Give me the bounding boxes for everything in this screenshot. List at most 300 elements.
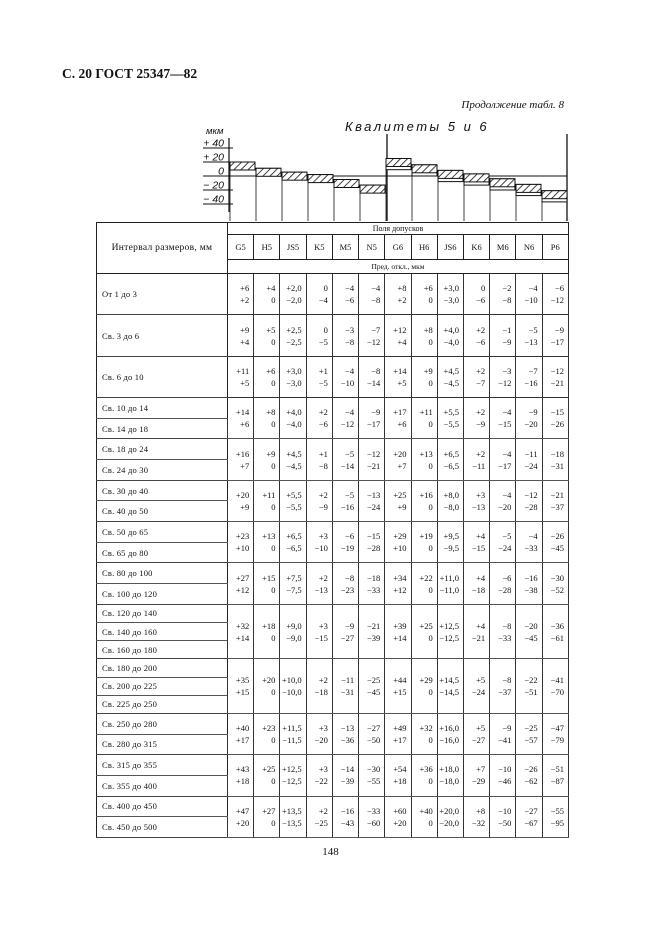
upper-deviation: +8,0: [443, 489, 459, 500]
deviation-cell: [516, 398, 542, 439]
upper-deviation: +3: [318, 531, 328, 542]
upper-deviation: −4: [528, 283, 538, 294]
deviation-cell: [516, 356, 542, 397]
lower-deviation: −9,5: [443, 543, 459, 554]
lower-deviation: −4: [318, 295, 328, 306]
lower-deviation: −18,0: [439, 776, 459, 787]
upper-deviation: +32: [235, 620, 250, 631]
deviation-cell: [359, 522, 385, 563]
lower-deviation: −24: [498, 543, 512, 554]
upper-deviation: +5: [266, 324, 276, 335]
deviation-cell: [385, 439, 411, 480]
page-header: С. 20 ГОСТ 25347—82: [62, 66, 198, 81]
size-range: Св. 225 до 250: [97, 695, 228, 713]
deviation-cell: [359, 274, 385, 315]
deviation-cell: [332, 398, 358, 439]
lower-deviation: −52: [550, 584, 564, 595]
upper-deviation: +4: [266, 283, 276, 294]
deviation-cell: [542, 398, 568, 439]
deviation-cell: [306, 755, 332, 796]
upper-deviation: −9: [528, 407, 538, 418]
upper-deviation: +18: [262, 620, 276, 631]
column-header: N5: [359, 235, 385, 260]
upper-deviation: +25: [262, 764, 276, 775]
deviation-cell: [411, 659, 437, 714]
upper-deviation: −51: [550, 764, 564, 775]
upper-deviation: +25: [419, 620, 433, 631]
deviation-cell: [332, 563, 358, 604]
deviation-cell: [437, 713, 463, 754]
upper-deviation: −5: [502, 531, 512, 542]
lower-deviation: −55: [367, 776, 381, 787]
upper-deviation: −4: [502, 489, 512, 500]
tolerance-bar-hatch: [230, 162, 255, 170]
upper-deviation: +12: [393, 324, 407, 335]
deviation-cell: [463, 563, 489, 604]
interval-header: Интервал размеров, мм: [97, 223, 228, 274]
lower-deviation: −12: [340, 419, 355, 430]
lower-deviation: 0: [428, 295, 433, 306]
upper-deviation: −16: [340, 805, 355, 816]
upper-deviation: +5,5: [443, 407, 459, 418]
upper-deviation: +2: [318, 805, 328, 816]
deviation-cell: [463, 480, 489, 521]
upper-deviation: +2,0: [286, 283, 302, 294]
upper-deviation: 0: [323, 283, 328, 294]
deviation-cell: [332, 439, 358, 480]
lower-deviation: 0: [428, 817, 433, 828]
lower-deviation: −22: [314, 776, 328, 787]
upper-deviation: +60: [393, 805, 407, 816]
tolerance-bar-hatch: [386, 159, 411, 167]
y-tick-label: + 40: [203, 137, 224, 150]
size-range: Св. 6 до 10: [97, 356, 228, 397]
deviation-cell: [228, 755, 254, 796]
lower-deviation: −8: [502, 295, 512, 306]
tolerance-bar-hatch: [282, 172, 307, 180]
lower-deviation: −7,5: [286, 584, 302, 595]
upper-deviation: +4: [476, 620, 486, 631]
deviation-cell: [490, 713, 516, 754]
column-header: M6: [490, 235, 516, 260]
lower-deviation: +14: [235, 632, 250, 643]
deviation-cell: [280, 315, 306, 356]
deviation-cell: [490, 755, 516, 796]
size-range: Св. 140 до 160: [97, 622, 228, 640]
upper-deviation: +2: [318, 675, 328, 686]
deviation-cell: [437, 563, 463, 604]
deviation-cell: [463, 356, 489, 397]
column-header: JS5: [280, 235, 306, 260]
upper-deviation: −4: [502, 448, 512, 459]
lower-deviation: −17: [498, 460, 512, 471]
lower-deviation: −16: [524, 377, 538, 388]
upper-deviation: +2: [476, 324, 486, 335]
deviation-cell: [359, 315, 385, 356]
lower-deviation: −15: [498, 419, 512, 430]
lower-deviation: −25: [314, 817, 328, 828]
upper-deviation: −30: [367, 764, 381, 775]
lower-deviation: −38: [524, 584, 538, 595]
deviation-cell: [254, 755, 280, 796]
lower-deviation: −5: [318, 377, 328, 388]
upper-deviation: −8: [345, 572, 355, 583]
deviation-cell: [254, 604, 280, 659]
deviation-cell: [437, 439, 463, 480]
deviation-cell: [437, 755, 463, 796]
lower-deviation: −11: [472, 460, 486, 471]
upper-deviation: −21: [550, 489, 564, 500]
lower-deviation: −28: [498, 584, 512, 595]
lower-deviation: 0: [428, 543, 433, 554]
lower-deviation: +14: [393, 632, 407, 643]
size-range: Св. 40 до 50: [97, 501, 228, 522]
deviation-cell: [516, 659, 542, 714]
upper-deviation: +2: [318, 489, 328, 500]
lower-deviation: +15: [235, 687, 250, 698]
lower-deviation: +10: [235, 543, 250, 554]
upper-deviation: −5: [345, 489, 355, 500]
upper-deviation: −27: [524, 805, 538, 816]
upper-deviation: +22: [419, 572, 433, 583]
deviation-cell: [385, 713, 411, 754]
upper-deviation: +16: [235, 448, 250, 459]
upper-deviation: −47: [550, 723, 564, 734]
deviation-cell: [542, 480, 568, 521]
deviation-cell: [306, 315, 332, 356]
lower-deviation: −14: [367, 377, 381, 388]
column-header: N6: [516, 235, 542, 260]
upper-deviation: −41: [550, 675, 564, 686]
deviation-cell: [411, 522, 437, 563]
y-tick-label: 0: [218, 165, 224, 178]
lower-deviation: 0: [428, 377, 433, 388]
lower-deviation: −57: [524, 735, 538, 746]
upper-deviation: +25: [393, 489, 407, 500]
lower-deviation: −24: [524, 460, 538, 471]
deviation-cell: [254, 315, 280, 356]
deviation-cell: [516, 713, 542, 754]
size-range: Св. 3 до 6: [97, 315, 228, 356]
deviation-cell: [359, 796, 385, 837]
lower-deviation: 0: [271, 295, 276, 306]
upper-deviation: −33: [367, 805, 381, 816]
deviation-cell: [385, 604, 411, 659]
lower-deviation: −87: [550, 776, 564, 787]
lower-deviation: −60: [367, 817, 381, 828]
deviation-cell: [228, 563, 254, 604]
upper-deviation: +43: [235, 764, 250, 775]
table-row: [97, 563, 569, 584]
deviation-cell: [542, 274, 568, 315]
deviation-cell: [306, 563, 332, 604]
size-range: От 1 до 3: [97, 274, 228, 315]
y-axis-label: мкм: [206, 126, 224, 137]
size-range: Св. 10 до 14: [97, 398, 228, 419]
lower-deviation: 0: [271, 377, 276, 388]
deviation-cell: [385, 522, 411, 563]
deviation-cell: [463, 315, 489, 356]
lower-deviation: −23: [340, 584, 355, 595]
deviation-cell: [542, 315, 568, 356]
deviation-cell: [306, 274, 332, 315]
deviation-cell: [332, 604, 358, 659]
size-range: Св. 24 до 30: [97, 460, 228, 481]
deviation-cell: [306, 796, 332, 837]
lower-deviation: −62: [524, 776, 538, 787]
table-row: [97, 713, 569, 734]
lower-deviation: −21: [367, 460, 381, 471]
deviation-cell: [463, 604, 489, 659]
table-row: [97, 439, 569, 460]
deviation-cell: [280, 563, 306, 604]
lower-deviation: +6: [397, 419, 407, 430]
lower-deviation: +12: [393, 584, 407, 595]
upper-deviation: +16,0: [439, 723, 459, 734]
upper-deviation: −13: [340, 723, 355, 734]
tolerance-bar-hatch: [308, 175, 333, 183]
deviation-cell: [490, 398, 516, 439]
y-tick-label: − 40: [203, 193, 224, 206]
upper-deviation: +16: [419, 489, 433, 500]
lower-deviation: −10: [314, 543, 328, 554]
lower-deviation: −39: [367, 632, 381, 643]
lower-deviation: −6: [476, 295, 486, 306]
lower-deviation: −61: [550, 632, 564, 643]
deviation-cell: [385, 398, 411, 439]
lower-deviation: 0: [428, 419, 433, 430]
deviation-cell: [385, 659, 411, 714]
deviation-cell: [411, 356, 437, 397]
lower-deviation: −13,5: [281, 817, 302, 828]
upper-deviation: −18: [367, 572, 381, 583]
upper-deviation: −3: [345, 324, 355, 335]
deviation-cell: [332, 522, 358, 563]
table-row: [97, 480, 569, 501]
deviation-cell: [385, 563, 411, 604]
column-header: H5: [254, 235, 280, 260]
size-range: Св. 200 до 225: [97, 677, 228, 695]
upper-deviation: +9: [423, 365, 433, 376]
chart-title: Квалитеты 5 и 6: [345, 119, 490, 134]
upper-deviation: +7,5: [286, 572, 302, 583]
upper-deviation: −6: [554, 283, 564, 294]
deviation-cell: [359, 659, 385, 714]
lower-deviation: −10: [340, 377, 355, 388]
tolerance-bar-hatch: [490, 179, 515, 187]
table-row: [97, 398, 569, 419]
lower-deviation: +2: [240, 295, 250, 306]
upper-deviation: −27: [367, 723, 381, 734]
lower-deviation: −13: [524, 336, 538, 347]
upper-deviation: −11: [524, 448, 538, 459]
upper-deviation: +23: [262, 723, 276, 734]
deviation-cell: [228, 315, 254, 356]
deviation-cell: [516, 315, 542, 356]
deviation-cell: [228, 604, 254, 659]
upper-deviation: 0: [323, 324, 328, 335]
deviation-cell: [463, 398, 489, 439]
deviation-cell: [490, 796, 516, 837]
upper-deviation: −4: [528, 531, 538, 542]
lower-deviation: 0: [271, 776, 276, 787]
lower-deviation: −21: [550, 377, 564, 388]
size-range: Св. 14 до 18: [97, 418, 228, 439]
lower-deviation: 0: [428, 776, 433, 787]
deviation-cell: [280, 274, 306, 315]
deviation-cell: [542, 356, 568, 397]
lower-deviation: −18: [471, 584, 486, 595]
deviation-cell: [490, 563, 516, 604]
upper-deviation: −12: [550, 365, 564, 376]
deviation-cell: [385, 274, 411, 315]
lower-deviation: −9: [318, 501, 328, 512]
deviation-cell: [280, 480, 306, 521]
deviation-cell: [411, 713, 437, 754]
upper-deviation: +5: [476, 675, 486, 686]
deviation-cell: [542, 755, 568, 796]
lower-deviation: +12: [235, 584, 250, 595]
upper-deviation: +14: [393, 365, 407, 376]
lower-deviation: 0: [428, 584, 433, 595]
lower-deviation: −5,5: [286, 501, 302, 512]
lower-deviation: −51: [524, 687, 538, 698]
upper-deviation: +9: [266, 448, 276, 459]
deviation-cell: [228, 398, 254, 439]
lower-deviation: −32: [471, 817, 486, 828]
deviation-cell: [228, 439, 254, 480]
upper-deviation: +6,5: [443, 448, 459, 459]
lower-deviation: +7: [240, 460, 250, 471]
deviation-cell: [332, 356, 358, 397]
column-header: P6: [542, 235, 568, 260]
upper-deviation: +20: [262, 675, 276, 686]
upper-deviation: +12,5: [439, 620, 459, 631]
tolerance-bar-hatch: [412, 165, 437, 173]
upper-deviation: −4: [345, 283, 355, 294]
upper-deviation: +11: [236, 365, 250, 376]
lower-deviation: −12: [367, 336, 381, 347]
lower-deviation: −5,5: [443, 419, 459, 430]
lower-deviation: −27: [471, 735, 486, 746]
deviation-cell: [306, 398, 332, 439]
upper-deviation: −8: [502, 620, 512, 631]
deviation-cell: [254, 356, 280, 397]
upper-deviation: +8: [423, 324, 433, 335]
upper-deviation: −9: [502, 723, 512, 734]
upper-deviation: +4: [476, 572, 486, 583]
deviation-cell: [332, 713, 358, 754]
deviation-cell: [280, 439, 306, 480]
lower-deviation: −16,0: [439, 735, 459, 746]
upper-deviation: +3: [318, 620, 328, 631]
deviation-cell: [254, 659, 280, 714]
upper-deviation: +39: [393, 620, 407, 631]
upper-deviation: +2: [318, 572, 328, 583]
upper-deviation: +9: [240, 324, 250, 335]
lower-deviation: 0: [428, 687, 433, 698]
upper-deviation: −21: [367, 620, 381, 631]
upper-deviation: −55: [550, 805, 564, 816]
upper-deviation: +13: [262, 531, 276, 542]
table-row: [97, 604, 569, 622]
upper-deviation: +4: [476, 531, 486, 542]
deviation-cell: [280, 755, 306, 796]
lower-deviation: −67: [524, 817, 538, 828]
lower-deviation: −13: [471, 501, 486, 512]
lower-deviation: −33: [367, 584, 381, 595]
upper-deviation: +14: [235, 407, 250, 418]
deviation-cell: [437, 274, 463, 315]
deviation-cell: [306, 659, 332, 714]
deviation-cell: [490, 480, 516, 521]
tolerance-bar-hatch: [542, 191, 567, 199]
deviation-cell: [385, 796, 411, 837]
lower-deviation: −24: [367, 501, 381, 512]
deviation-cell: [542, 659, 568, 714]
deviation-cell: [437, 659, 463, 714]
lower-deviation: −45: [550, 543, 564, 554]
lower-deviation: 0: [428, 735, 433, 746]
lower-deviation: −15: [314, 632, 328, 643]
lower-deviation: −50: [367, 735, 381, 746]
deviation-cell: [463, 796, 489, 837]
deviation-cell: [516, 522, 542, 563]
deviation-cell: [306, 713, 332, 754]
lower-deviation: +18: [235, 776, 250, 787]
deviation-cell: [280, 356, 306, 397]
size-range: Св. 315 до 355: [97, 755, 228, 776]
deviation-cell: [254, 713, 280, 754]
size-range: Св. 120 до 140: [97, 604, 228, 622]
upper-deviation: +14,5: [439, 675, 459, 686]
tolerance-bar-hatch: [360, 185, 385, 193]
lower-deviation: −41: [498, 735, 512, 746]
upper-deviation: +20,0: [439, 805, 459, 816]
deviation-cell: [359, 563, 385, 604]
upper-deviation: +8: [266, 407, 276, 418]
lower-deviation: 0: [271, 501, 276, 512]
upper-deviation: −4: [345, 407, 355, 418]
upper-deviation: +2: [318, 407, 328, 418]
upper-deviation: −6: [502, 572, 512, 583]
lower-deviation: −8: [318, 460, 328, 471]
lower-deviation: +9: [397, 501, 407, 512]
upper-deviation: +4,0: [443, 324, 459, 335]
table-row: [97, 315, 569, 356]
lower-deviation: 0: [271, 419, 276, 430]
size-range: Св. 80 до 100: [97, 563, 228, 584]
lower-deviation: −18: [314, 687, 328, 698]
upper-deviation: −8: [371, 365, 381, 376]
upper-deviation: −10: [498, 764, 512, 775]
deviation-cell: [332, 796, 358, 837]
lower-deviation: −2,0: [286, 295, 302, 306]
lower-deviation: −36: [340, 735, 355, 746]
column-header: K6: [463, 235, 489, 260]
upper-deviation: −12: [524, 489, 538, 500]
deviation-cell: [254, 796, 280, 837]
upper-deviation: +17: [393, 407, 407, 418]
column-header: H6: [411, 235, 437, 260]
lower-deviation: −9: [476, 419, 486, 430]
lower-deviation: −26: [550, 419, 564, 430]
deviation-cell: [228, 356, 254, 397]
deviation-cell: [411, 398, 437, 439]
deviation-cell: [359, 356, 385, 397]
upper-deviation: −2: [502, 283, 512, 294]
upper-deviation: +3: [476, 489, 486, 500]
